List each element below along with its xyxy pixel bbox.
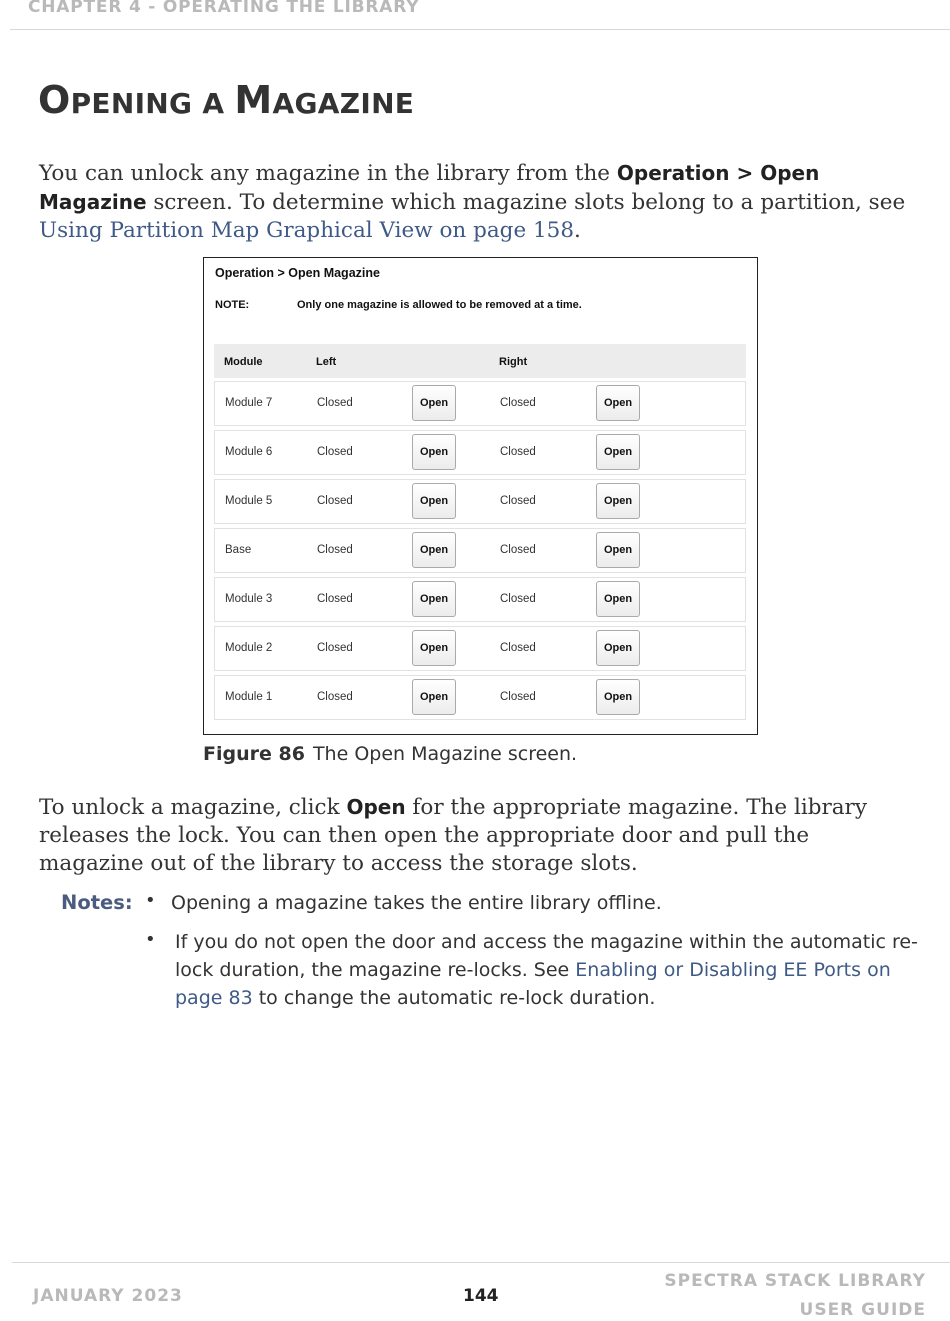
column-header-right: Right	[499, 356, 528, 368]
table-row	[214, 381, 746, 426]
left-status: Closed	[317, 691, 353, 703]
table-row	[214, 479, 746, 524]
right-status: Closed	[500, 544, 536, 556]
title-part-pening: PENING A	[70, 87, 235, 120]
page-title	[38, 78, 414, 122]
right-status: Closed	[500, 691, 536, 703]
bullet-icon: •	[145, 929, 156, 950]
table-row	[214, 430, 746, 475]
left-status: Closed	[317, 544, 353, 556]
open-left-button[interactable]: Open	[412, 483, 456, 519]
ee-ports-link[interactable]: Enabling or Disabling EE Ports on page 83	[175, 959, 891, 1009]
footer-product-line2: USER GUIDE	[799, 1300, 926, 1320]
open-right-button[interactable]: Open	[596, 679, 640, 715]
module-name: Module 7	[225, 397, 273, 409]
notes-label: Notes:	[61, 891, 133, 914]
left-status: Closed	[317, 495, 353, 507]
open-right-button[interactable]: Open	[596, 483, 640, 519]
table-row	[214, 577, 746, 622]
right-status: Closed	[500, 593, 536, 605]
open-right-button[interactable]: Open	[596, 434, 640, 470]
open-left-button[interactable]: Open	[412, 581, 456, 617]
open-left-button[interactable]: Open	[412, 434, 456, 470]
running-head: CHAPTER 4 - OPERATING THE LIBRARY	[28, 0, 420, 17]
column-header-left: Left	[316, 356, 337, 368]
note2-text-before: If you do not open the door and access the magazine within the automatic re-lock duration, the magazine re-locks. See	[175, 931, 918, 981]
open-left-button[interactable]: Open	[412, 630, 456, 666]
title-initial-m: M	[234, 78, 273, 122]
partition-map-link[interactable]: Using Partition Map Graphical View on page 158	[39, 218, 575, 243]
note-text: Only one magazine is allowed to be removed at a time.	[297, 299, 582, 311]
unlock-text-after: for the appropriate magazine. The library releases the lock. You can then open the appropriate door and pull the magazine out of the library to access the storage slots.	[39, 795, 867, 876]
intro-menu-path: Operation > Open Magazine	[39, 161, 820, 214]
table-row	[214, 528, 746, 573]
column-header-module: Module	[224, 356, 263, 368]
figure-caption-text: The Open Magazine screen.	[312, 743, 578, 765]
open-right-button[interactable]: Open	[596, 630, 640, 666]
intro-text-middle: screen. To determine which magazine slots belong to a partition, see	[146, 190, 906, 215]
module-name: Module 1	[225, 691, 273, 703]
left-status: Closed	[317, 446, 353, 458]
module-name: Base	[225, 544, 252, 556]
right-status: Closed	[500, 446, 536, 458]
left-status: Closed	[317, 642, 353, 654]
right-status: Closed	[500, 642, 536, 654]
module-name: Module 2	[225, 642, 273, 654]
open-right-button[interactable]: Open	[596, 532, 640, 568]
open-right-button[interactable]: Open	[596, 581, 640, 617]
open-right-button[interactable]: Open	[596, 385, 640, 421]
note2-text-after: to change the automatic re-lock duration.	[252, 987, 656, 1009]
footer-product-line1: SPECTRA STACK LIBRARY	[664, 1271, 926, 1291]
open-keyword: Open	[346, 795, 406, 819]
note-item	[175, 928, 930, 1012]
table-row	[214, 626, 746, 671]
open-left-button[interactable]: Open	[412, 679, 456, 715]
screen-title: Operation > Open Magazine	[215, 266, 380, 280]
intro-paragraph	[39, 159, 919, 245]
left-status: Closed	[317, 397, 353, 409]
unlock-paragraph	[39, 793, 919, 878]
title-part-agazine: AGAZINE	[272, 87, 415, 120]
left-status: Closed	[317, 593, 353, 605]
footer-date: JANUARY 2023	[33, 1286, 183, 1306]
open-magazine-screenshot	[203, 257, 758, 735]
figure-label: Figure 86	[203, 743, 305, 765]
page-number: 144	[463, 1286, 499, 1306]
figure-caption	[203, 743, 577, 765]
right-status: Closed	[500, 495, 536, 507]
intro-text-before: You can unlock any magazine in the library from the	[39, 161, 617, 186]
note-label: NOTE:	[215, 299, 250, 311]
module-name: Module 6	[225, 446, 273, 458]
intro-text-after: .	[574, 218, 581, 243]
right-status: Closed	[500, 397, 536, 409]
note-item: Opening a magazine takes the entire library offline.	[171, 892, 662, 914]
title-initial-o: O	[38, 78, 71, 122]
open-left-button[interactable]: Open	[412, 532, 456, 568]
header-divider	[10, 29, 950, 30]
bullet-icon: •	[145, 890, 156, 911]
module-name: Module 3	[225, 593, 273, 605]
table-row	[214, 675, 746, 720]
table-header	[214, 344, 746, 378]
module-name: Module 5	[225, 495, 273, 507]
unlock-text-before: To unlock a magazine, click	[39, 795, 347, 820]
open-left-button[interactable]: Open	[412, 385, 456, 421]
footer-divider	[12, 1262, 950, 1263]
